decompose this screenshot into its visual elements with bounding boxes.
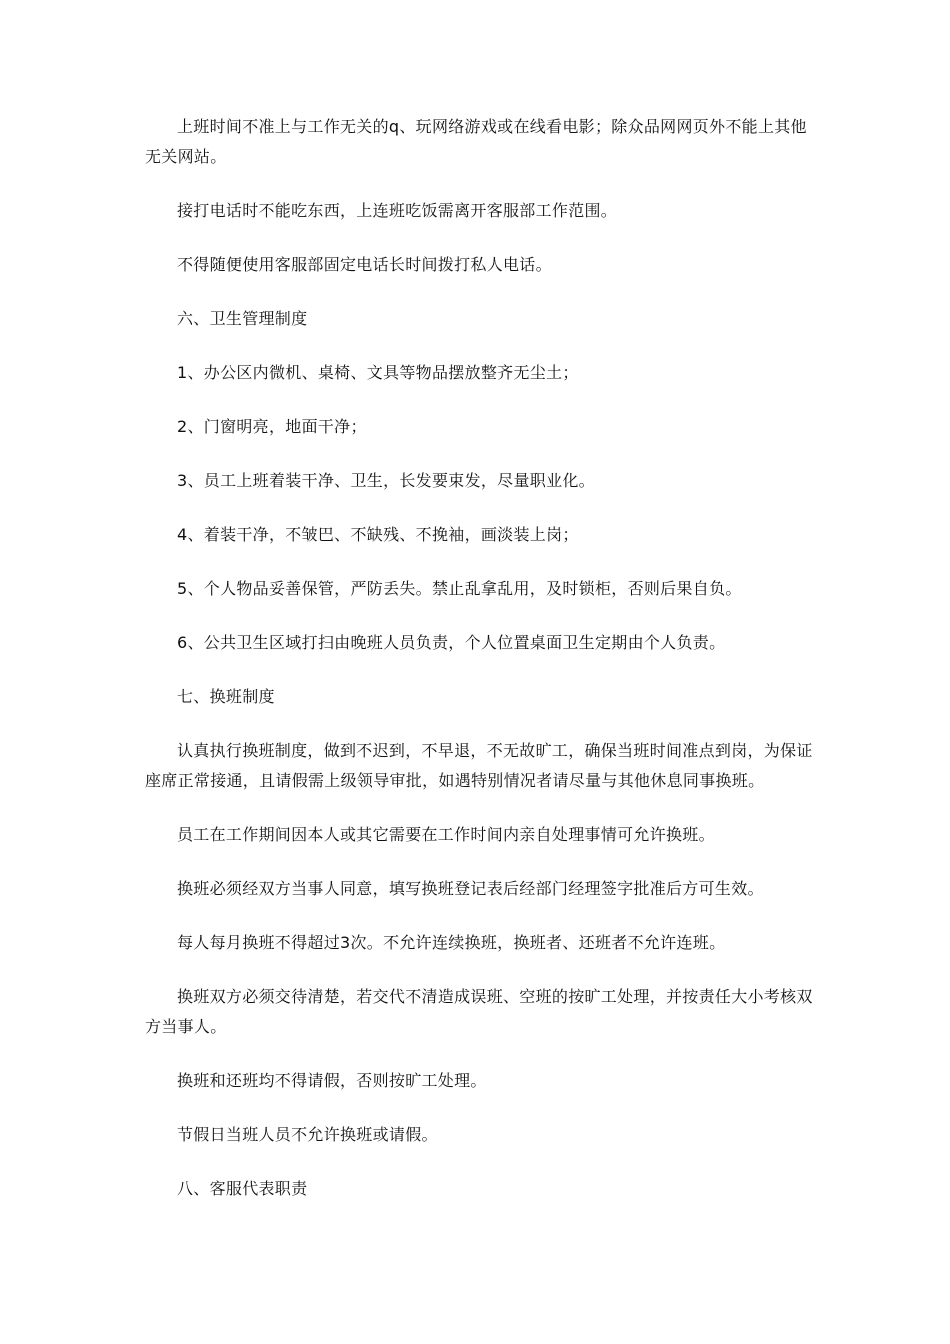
hygiene-item-5: 5、个人物品妥善保管，严防丢失。禁止乱拿乱用，及时锁柜，否则后果自负。 bbox=[177, 579, 742, 598]
paragraph-shift-approval: 换班必须经双方当事人同意，填写换班登记表后经部门经理签字批准后方可生效。 bbox=[177, 879, 764, 898]
paragraph-shift-no-leave: 换班和还班均不得请假，否则按旷工处理。 bbox=[177, 1071, 487, 1090]
paragraph-no-eating-on-calls: 接打电话时不能吃东西，上连班吃饭需离开客服部工作范围。 bbox=[177, 201, 618, 220]
paragraph-holiday-shift: 节假日当班人员不允许换班或请假。 bbox=[177, 1125, 438, 1144]
hygiene-item-3: 3、员工上班着装干净、卫生，长发要束发，尽量职业化。 bbox=[177, 471, 595, 490]
section-heading-cs-duties: 八、客服代表职责 bbox=[177, 1179, 308, 1198]
paragraph-no-unrelated-websites: 上班时间不准上与工作无关的q、玩网络游戏或在线看电影；除众品网网页外不能上其他无关网站。 bbox=[145, 117, 807, 166]
paragraph-shift-allowed: 员工在工作期间因本人或其它需要在工作时间内亲自处理事情可允许换班。 bbox=[177, 825, 715, 844]
paragraph-no-private-calls: 不得随便使用客服部固定电话长时间拨打私人电话。 bbox=[177, 255, 552, 274]
hygiene-item-1: 1、办公区内微机、桌椅、文具等物品摆放整齐无尘土； bbox=[177, 363, 579, 382]
paragraph-shift-handover: 换班双方必须交待清楚，若交代不清造成误班、空班的按旷工处理，并按责任大小考核双方当事人。 bbox=[145, 987, 813, 1036]
hygiene-item-4: 4、着装干净，不皱巴、不缺残、不挽袖，画淡装上岗； bbox=[177, 525, 579, 544]
paragraph-shift-limit: 每人每月换班不得超过3次。不允许连续换班，换班者、还班者不允许连班。 bbox=[177, 933, 726, 952]
hygiene-item-6: 6、公共卫生区域打扫由晚班人员负责，个人位置桌面卫生定期由个人负责。 bbox=[177, 633, 726, 652]
section-heading-hygiene: 六、卫生管理制度 bbox=[177, 309, 308, 328]
section-heading-shift-change: 七、换班制度 bbox=[177, 687, 275, 706]
hygiene-item-2: 2、门窗明亮，地面干净； bbox=[177, 417, 367, 436]
document-body bbox=[145, 112, 813, 1228]
paragraph-shift-discipline: 认真执行换班制度，做到不迟到，不早退，不无故旷工，确保当班时间准点到岗，为保证座席正常接通，且请假需上级领导审批，如遇特别情况者请尽量与其他休息同事换班。 bbox=[145, 741, 813, 790]
